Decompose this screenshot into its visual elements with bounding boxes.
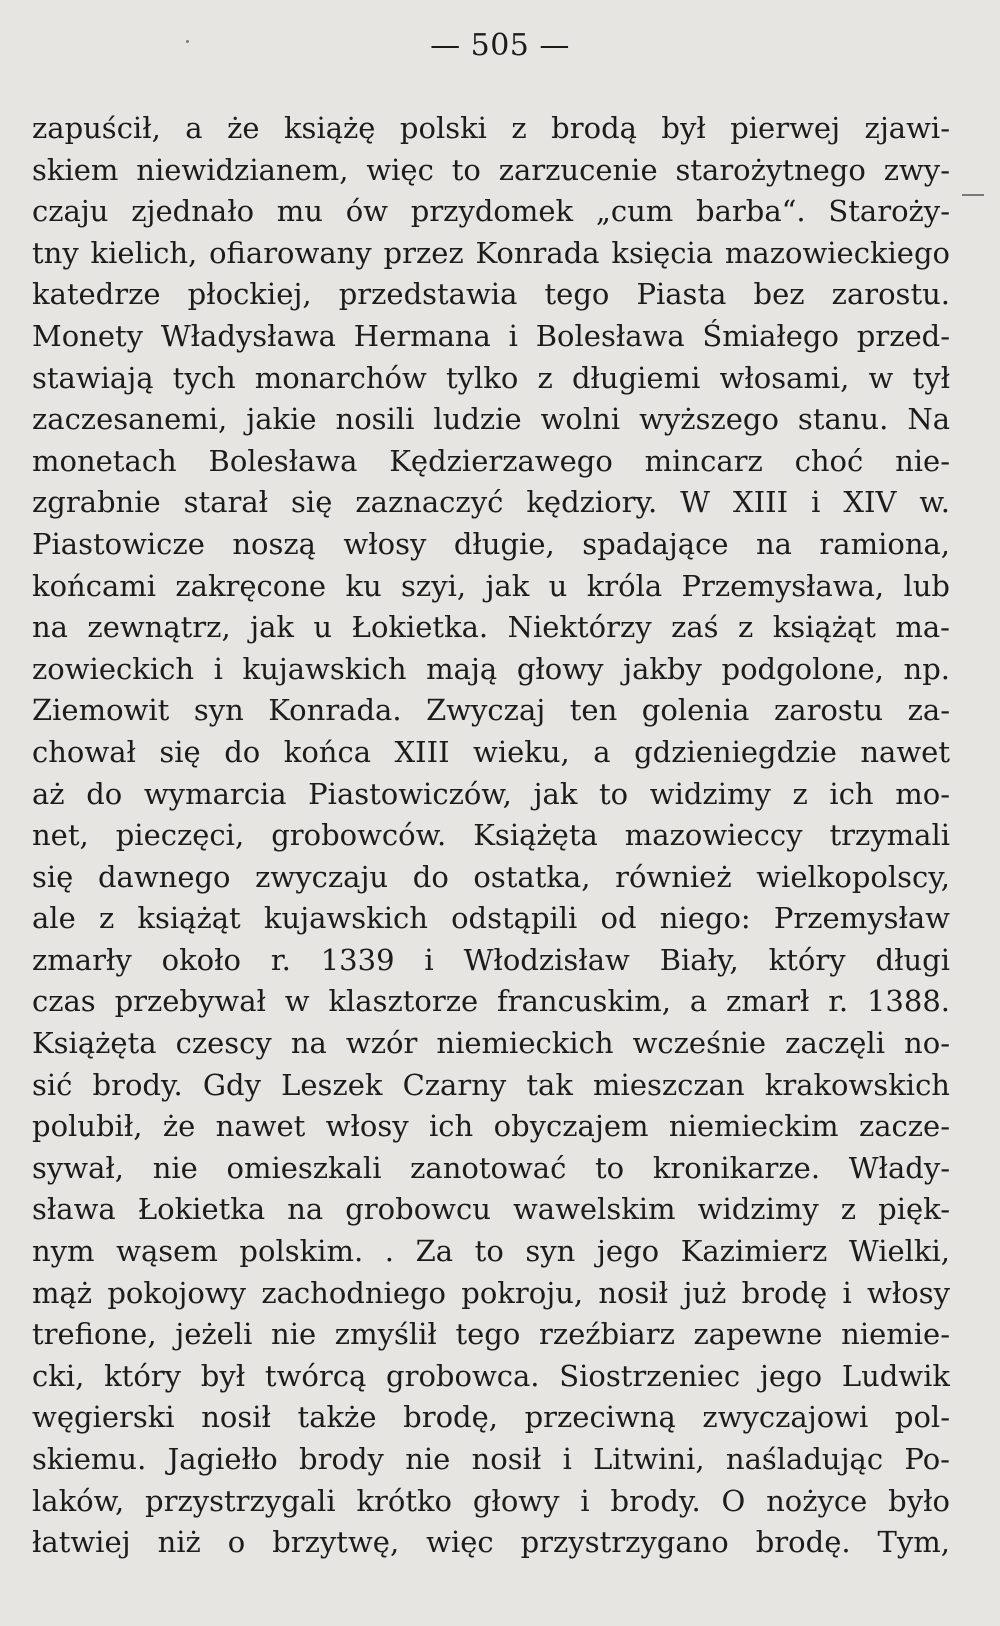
text-line: węgierski nosił także brodę, przeciwną zwyczajowi pol-	[32, 1400, 950, 1435]
text-line: zowieckich i kujawskich mają głowy jakby podgolone, np.	[32, 651, 950, 686]
body-text	[32, 108, 950, 1564]
text-line: zaczesanemi, jakie nosili ludzie wolni wyższego stanu. Na	[32, 402, 950, 437]
text-line: się dawnego zwyczaju do ostatka, również wielkopolscy,	[32, 859, 950, 894]
text-line: czas przebywał w klasztorze francuskim, a zmarł r. 1388.	[32, 984, 950, 1019]
text-line: laków, przystrzygali krótko głowy i brody. O nożyce było	[32, 1483, 950, 1518]
text-line: chował się do końca XIII wieku, a gdzieniegdzie nawet	[32, 734, 950, 769]
text-line: zmarły około r. 1339 i Włodzisław Biały, który długi	[32, 942, 950, 977]
text-line: skiemu. Jagiełło brody nie nosił i Litwini, naśladując Po-	[32, 1442, 950, 1476]
text-line: aż do wymarcia Piastowiczów, jak to widzimy z ich mo-	[32, 776, 950, 811]
text-line: Książęta czescy na wzór niemieckich wcześnie zaczęli no-	[32, 1026, 950, 1061]
scan-speck	[186, 40, 189, 43]
scan-dash-mark	[962, 194, 984, 196]
text-line: ale z książąt kujawskich odstąpili od niego: Przemysław	[32, 901, 950, 936]
text-line: skiem niewidzianem, więc to zarzucenie starożytnego zwy-	[32, 152, 950, 187]
text-line: łatwiej niż o brzytwę, więc przystrzygano brodę. Tym,	[32, 1525, 950, 1560]
text-line: zapuścił, a że książę polski z brodą był pierwej zjawi-	[32, 111, 950, 145]
text-line: czaju zjednało mu ów przydomek „cum barba“. Staroży-	[32, 194, 950, 229]
text-line: zgrabnie starał się zaznaczyć kędziory. W XIII i XIV w.	[32, 485, 950, 520]
text-line: polubił, że nawet włosy ich obyczajem niemieckim zacze-	[32, 1109, 950, 1144]
text-line: trefione, jeżeli nie zmyślił tego rzeźbiarz zapewne niemie-	[32, 1317, 950, 1352]
page-number: — 505 —	[430, 28, 570, 63]
text-line: na zewnątrz, jak u Łokietka. Niektórzy zaś z książąt ma-	[32, 610, 950, 645]
text-line: końcami zakręcone ku szyi, jak u króla Przemysława, lub	[32, 568, 950, 603]
text-line: stawiają tych monarchów tylko z długiemi włosami, w tył	[32, 360, 950, 395]
text-line: nym wąsem polskim. . Za to syn jego Kazimierz Wielki,	[32, 1234, 950, 1269]
text-line: net, pieczęci, grobowców. Książęta mazowieccy trzymali	[32, 818, 950, 853]
text-line: sywał, nie omieszkali zanotować to kronikarze. Włady-	[32, 1150, 950, 1185]
text-line: Monety Władysława Hermana i Bolesława Śmiałego przed-	[32, 318, 950, 353]
text-line: sić brody. Gdy Leszek Czarny tak mieszczan krakowskich	[32, 1067, 950, 1102]
text-line: Piastowicze noszą włosy długie, spadające na ramiona,	[32, 526, 950, 561]
text-line: mąż pokojowy zachodniego pokroju, nosił już brodę i włosy	[32, 1275, 950, 1310]
text-line: Ziemowit syn Konrada. Zwyczaj ten golenia zarostu za-	[32, 693, 950, 728]
text-line: katedrze płockiej, przedstawia tego Piasta bez zarostu.	[32, 277, 950, 312]
text-line: tny kielich, ofiarowany przez Konrada księcia mazowieckiego	[32, 235, 950, 270]
text-line: monetach Bolesława Kędzierzawego mincarz choć nie-	[32, 443, 950, 478]
text-line: sława Łokietka na grobowcu wawelskim widzimy z pięk-	[32, 1192, 950, 1227]
text-line: cki, który był twórcą grobowca. Siostrzeniec jego Ludwik	[32, 1358, 950, 1393]
